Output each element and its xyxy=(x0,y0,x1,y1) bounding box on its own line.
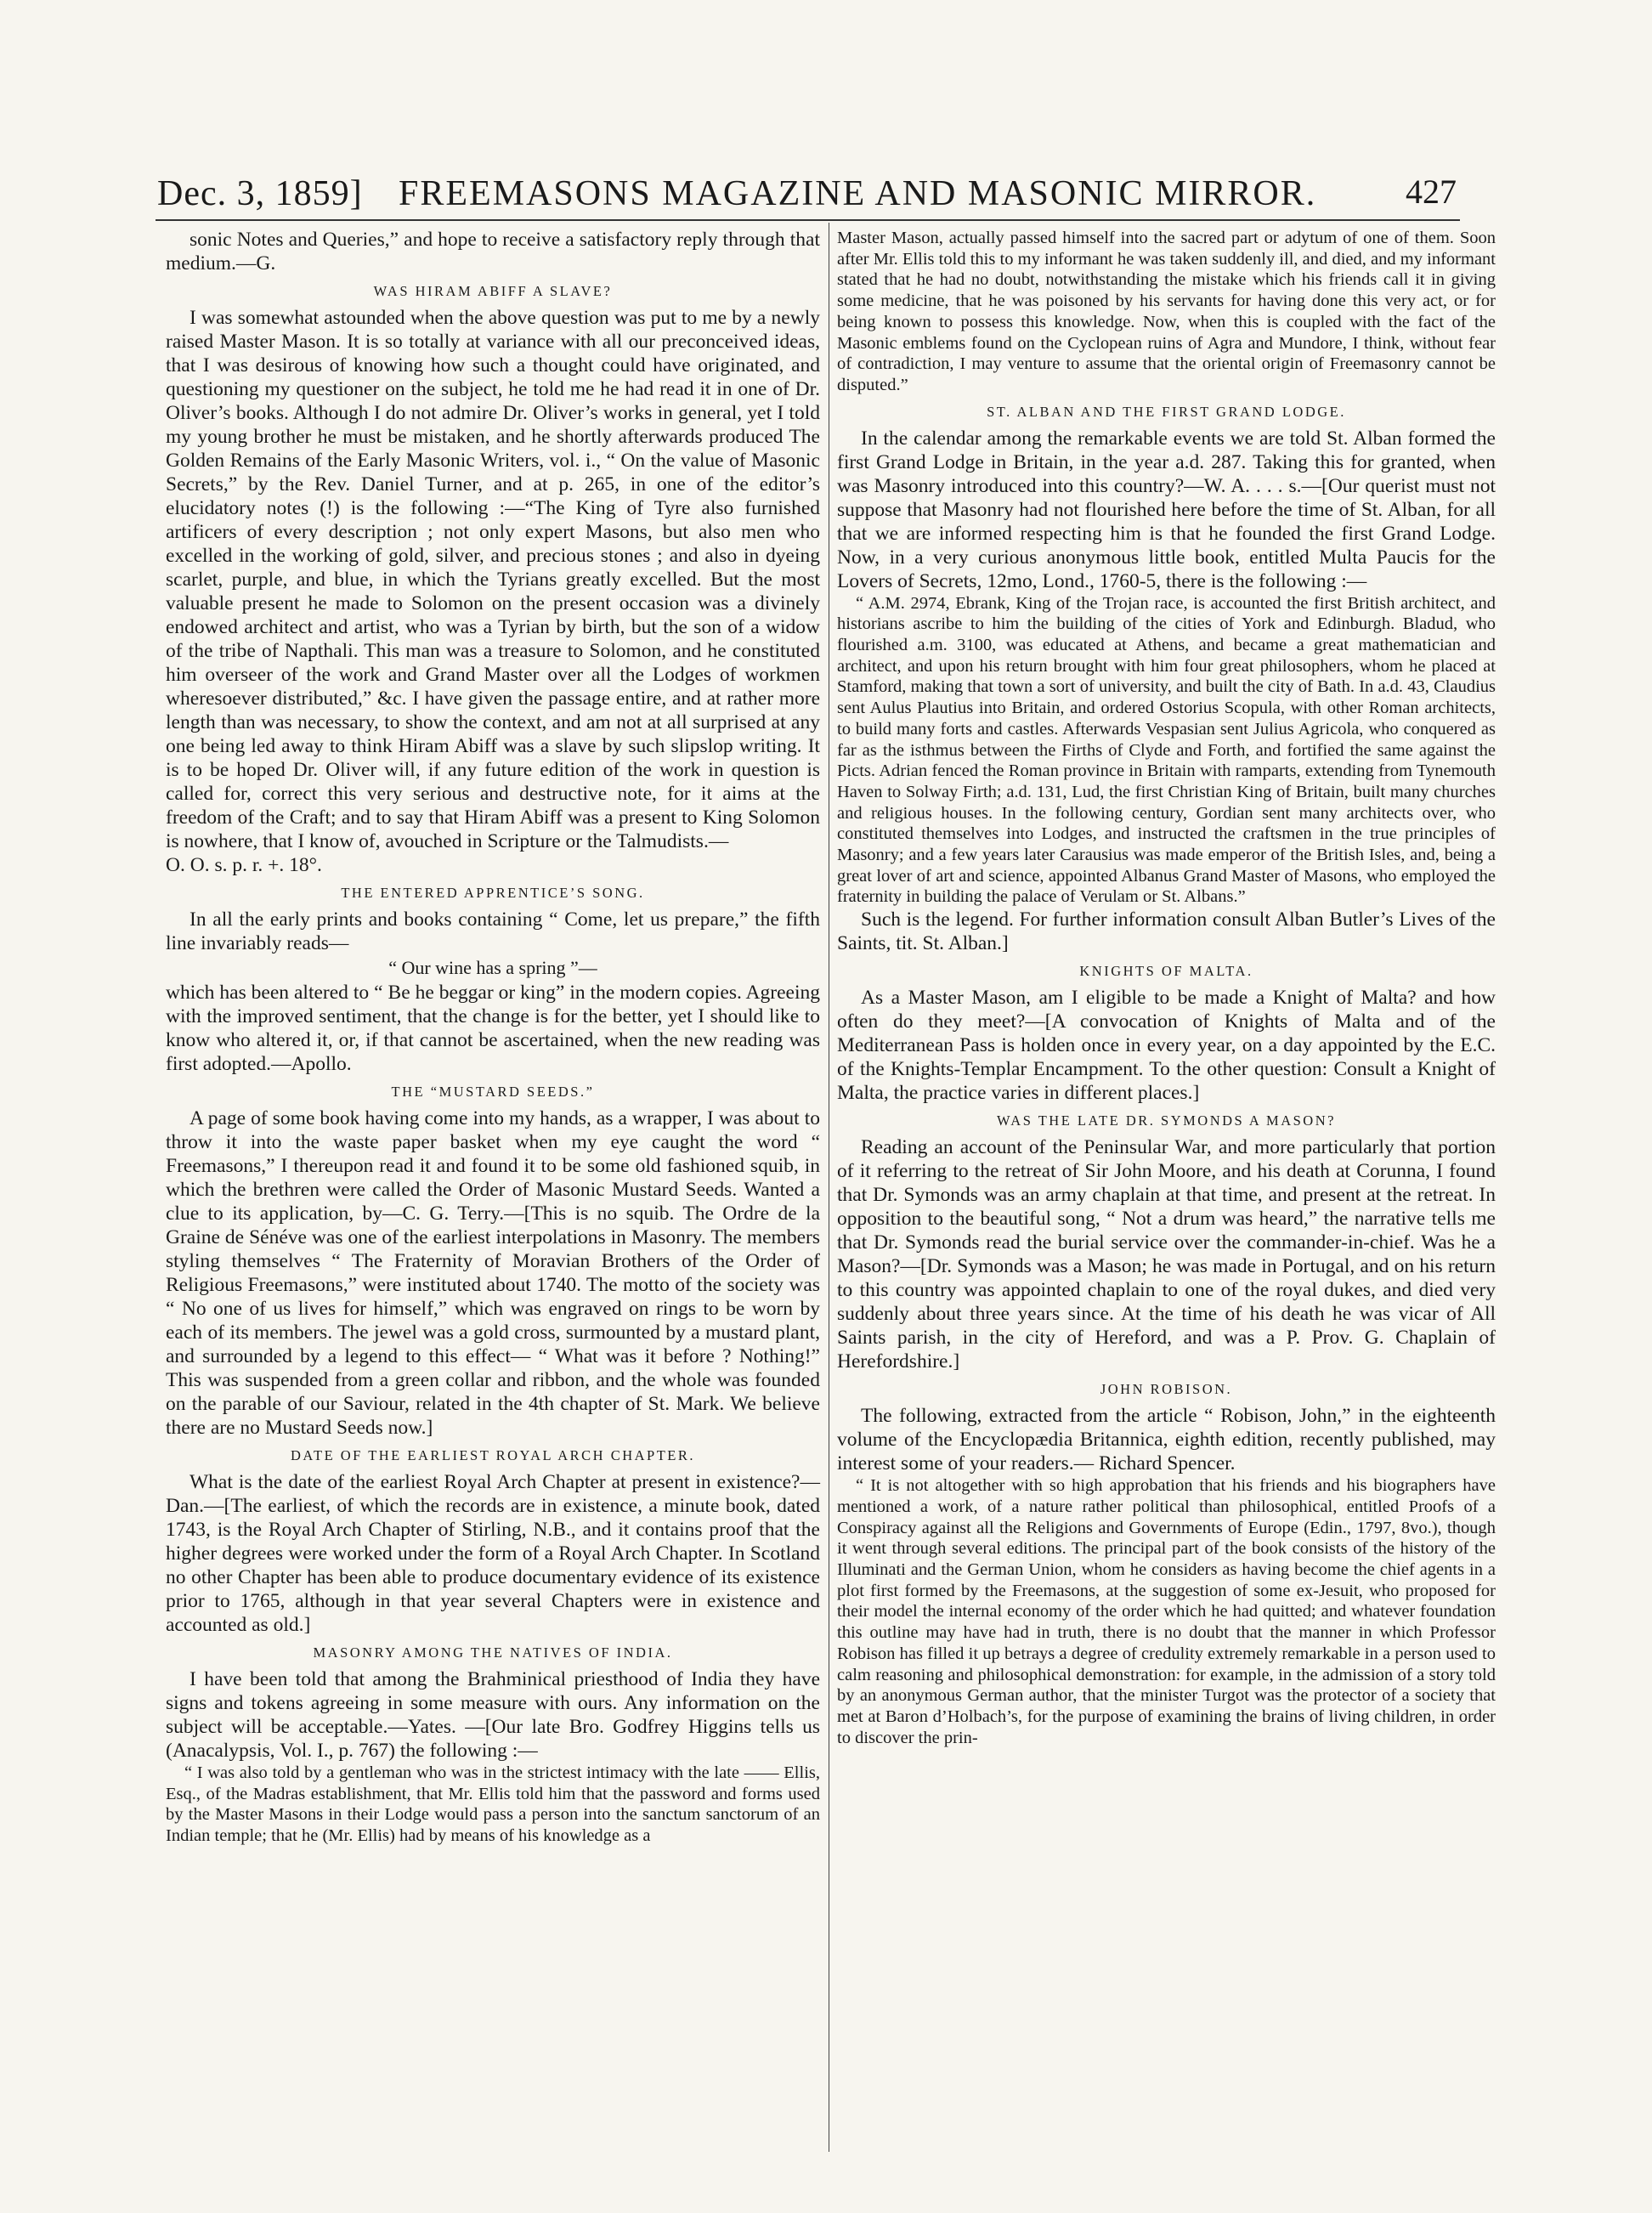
left-column xyxy=(166,228,820,1847)
quoted-passage: “ I was also told by a gentleman who was in the strictest intimacy with the late —— Ellis, Esq., of the Madras establishment, that Mr. Ellis told him that the password and forms used by the Master Masons in their Lodge would pass a person into the sanctum sanctorum of an Indian temple; that he (Mr. Ellis) had by means of his knowledge as a xyxy=(166,1763,820,1846)
section-heading: THE “MUSTARD SEEDS.” xyxy=(391,1084,595,1100)
paragraph: In the calendar among the remarkable events we are told St. Alban formed the first Grand Lodge in Britain, in the year a.d. 287. Taking this for granted, when was Masonry introduced into this country?—W. A. . . . s.—[Our querist must not suppose that Masonry had not flourished here before the time of St. Alban, for all that we are informed respecting him is that he founded the first Grand Lodge. Now, in a very curious anonymous little book, entitled Multa Paucis for the Lovers of Secrets, 12mo, Lond., 1760-5, there is the following :— xyxy=(837,427,1496,592)
section-heading: MASONRY AMONG THE NATIVES OF INDIA. xyxy=(313,1644,673,1661)
paragraph: The following, extracted from the article “ Robison, John,” in the eighteenth volume of the Encyclopædia Britannica, eighth edition, recently published, may interest some of your readers.— Richard Spencer. xyxy=(837,1405,1496,1475)
paragraph: In all the early prints and books containing “ Come, let us prepare,” the fifth line invariably reads— xyxy=(166,908,820,954)
section-heading: KNIGHTS OF MALTA. xyxy=(1079,963,1253,980)
paragraph: sonic Notes and Queries,” and hope to receive a satisfactory reply through that medium.—G. xyxy=(166,229,820,275)
section-heading: WAS HIRAM ABIFF A SLAVE? xyxy=(373,283,613,299)
signature: O. O. s. p. r. +. 18°. xyxy=(166,854,322,876)
section-heading: THE ENTERED APPRENTICE’S SONG. xyxy=(341,885,645,901)
right-column xyxy=(837,228,1496,1748)
paragraph: Such is the legend. For further information consult Alban Butler’s Lives of the Saints, tit. St. Alban.] xyxy=(837,908,1496,955)
section-heading: WAS THE LATE DR. SYMONDS A MASON? xyxy=(997,1112,1336,1129)
paragraph: A page of some book having come into my hands, as a wrapper, I was about to throw it into the waste paper basket when my eye caught the word “ Freemasons,” I thereupon read it and found it to be some old fashioned squib, in which the brethren were called the Order of Masonic Mustard Seeds. Wanted a clue to its application, by—C. G. Terry.—[This is no squib. The Ordre de la Graine de Sénéve was one of the earliest interpolations in Masonry. The members styling themselves “ The Fraternity of Moravian Brothers of the Order of Religious Freemasons,” were instituted about 1740. The motto of the society was “ No one of us lives for himself,” which was engraved on rings to be worn by each of its members. The jewel was a gold cross, surmounted by a mustard plant, and surrounded by a legend to this effect— “ What was it before ? Nothing!” This was suspended from a green collar and ribbon, and the whole was founded on the parable of our Saviour, related in the 4th chapter of St. Mark. We believe there are no Mustard Seeds now.] xyxy=(166,1107,820,1439)
header-rule xyxy=(156,219,1460,221)
section-heading: DATE OF THE EARLIEST ROYAL ARCH CHAPTER. xyxy=(290,1447,695,1463)
page-header xyxy=(156,160,1460,219)
paragraph: I was somewhat astounded when the above question was put to me by a newly raised Master Mason. It is so totally at variance with all our preconceived ideas, that I was desirous of knowing how such a thought could have originated, and questioning my questioner on the subject, he told me he had read it in one of Dr. Oliver’s books. Although I do not admire Dr. Oliver’s works in general, yet I told my young brother he must be mistaken, and he shortly afterwards produced The Golden Remains of the Early Masonic Writers, vol. i., “ On the value of Masonic Secrets,” by the Rev. Daniel Turner, and at p. 265, in one of the editor’s elucidatory notes (!) is the following :—“The King of Tyre also furnished artificers of every description ; not only expert Masons, but also men who excelled in the working of gold, silver, and precious stones ; and also in dyeing scarlet, purple, and blue, in which the Tyrians greatly excelled. But the most valuable present he made to Solomon on the present occasion was a divinely endowed architect and artist, who was a Tyrian by birth, but the son of a widow of the tribe of Napthali. This man was a treasure to Solomon, and he constituted him overseer of the work and Grand Master over all the Lodges of workmen wheresoever distributed,” &c. I have given the passage entire, and at rather more length than was necessary, to show the context, and am not at all surprised at any one being led away to think Hiram Abiff was a slave by such slipslop writing. It is to be hoped Dr. Oliver will, if any future edition of the work in question is called for, correct this very serious and destructive note, for it aims at the freedom of the Craft; and to say that Hiram Abiff was a present to King Solomon is nowhere, that I know of, avouched in Scripture or the Talmudists.— xyxy=(166,307,820,852)
quoted-passage: “ It is not altogether with so high approbation that his friends and his biographers have mentioned a work, of a nature rather political than philosophical, entitled Proofs of a Conspiracy against all the Religions and Governments of Europe (Edin., 1797, 8vo.), though it went through several editions. The principal part of the book consists of the history of the Illuminati and the German Union, whom he considers as having become the chief agents in a plot first formed by the Freemasons, at the suggestion of some ex-Jesuit, who proposed for their model the internal economy of the order which he had quitted; and whatever foundation this outline may have had in truth, there is no doubt that the manner in which Professor Robison has filled it up betrays a degree of credulity extremely remarkable in a person used to calm reasoning and philosophical demonstration: for example, in the admission of a story told by an anonymous German author, that the minister Turgot was the protector of a society that met at Baron d’Holbach’s, for the purpose of examining the brains of living children, in order to discover the prin- xyxy=(837,1476,1496,1747)
magazine-title: FREEMASONS MAGAZINE AND MASONIC MIRROR. xyxy=(399,174,1317,213)
paragraph: Reading an account of the Peninsular War, and more particularly that portion of it referring to the retreat of Sir John Moore, and his death at Corunna, I found that Dr. Symonds was an army chaplain at that time, and present at the retreat. In opposition to the beautiful song, “ Not a drum was heard,” the narrative tells me that Dr. Symonds read the burial service over the commander-in-chief. Was he a Mason?—[Dr. Symonds was a Mason; he was made in Portugal, and on his return to this country was appointed chaplain to one of the royal dukes, and died very suddenly about three years since. At the time of his death he was vicar of All Saints parish, in the city of Hereford, and was a P. Prov. G. Chaplain of Herefordshire.] xyxy=(837,1136,1496,1373)
quoted-passage: Master Mason, actually passed himself into the sacred part or adytum of one of them. Soon after Mr. Ellis told this to my informant he was taken suddenly ill, and died, and my informant stated that he had no doubt, notwithstanding the mistake which his friends call it in giving some medicine, that he was poisoned by his servants for having done this very act, or for being known to possess this knowledge. Now, when this is coupled with the fact of the Masonic emblems found on the Cyclopean ruins of Agra and Mundore, I think, without fear of contradiction, I may venture to assume that the oriental origin of Freemasonry cannot be disputed.” xyxy=(837,229,1496,394)
paragraph: As a Master Mason, am I eligible to be made a Knight of Malta? and how often do they meet?—[A convocation of Knights of Malta and of the Mediterranean Pass is holden once in every year, on a day appointed by the E.C. of the Knights-Templar Encampment. To the other question: Consult a Knight of Malta, the practice varies in different places.] xyxy=(837,987,1496,1105)
issue-date: Dec. 3, 1859] xyxy=(157,174,363,213)
section-heading: JOHN ROBISON. xyxy=(1100,1381,1233,1398)
page-number: 427 xyxy=(1406,173,1457,211)
section-heading: ST. ALBAN AND THE FIRST GRAND LODGE. xyxy=(987,403,1346,420)
paragraph: which has been altered to “ Be he beggar or king” in the modern copies. Agreeing with the improved sentiment, that the change is for the better, yet I should like to know who altered it, or, if that cannot be ascertained, when the new reading was first adopted.—Apollo. xyxy=(166,982,820,1075)
paragraph: What is the date of the earliest Royal Arch Chapter at present in existence?—Dan.—[The earliest, of which the records are in existence, a minute book, dated 1743, is the Royal Arch Chapter of Stirling, N.B., and it contains proof that the higher degrees were worked under the form of a Royal Arch Chapter. In Scotland no other Chapter has been able to produce documentary evidence of its existence prior to 1765, although in that year several Chapters were in existence and accounted as old.] xyxy=(166,1471,820,1636)
quoted-line: “ Our wine has a spring ”— xyxy=(388,957,597,978)
quoted-passage: “ A.M. 2974, Ebrank, King of the Trojan race, is accounted the first British architect, and historians ascribe to him the building of the cities of York and Edinburgh. Bladud, who flourished a.m. 3100, was educated at Athens, and became a great mathematician and architect, and upon his return brought with him four great philosophers, whom he placed at Stamford, making that town a sort of university, and built the city of Bath. In a.d. 43, Claudius sent Aulus Plautius into Britain, and ordered Ostorius Scopula, with other Roman architects, to build many forts and castles. Afterwards Vespasian sent Julius Agricola, who conquered as far as the isthmus between the Firths of Clyde and Forth, and fortified the same against the Picts. Adrian fenced the Roman province in Britain with ramparts, extending from Tynemouth Haven to Solway Firth; a.d. 131, Lud, the first Christian King of Britain, built many churches and religious houses. In the following century, Gordian sent many architects over, who constituted themselves into Lodges, and instructed the craftsmen in the true principles of Masonry; and a few years later Carausius was made emperor of the British Isles, and, being a great lover of art and science, appointed Albanus Grand Master of Masons, who employed the fraternity in building the palace of Verulam or St. Albans.” xyxy=(837,593,1496,907)
paragraph: I have been told that among the Brahminical priesthood of India they have signs and tokens agreeing in some measure with ours. Any information on the subject will be acceptable.—Yates. —[Our late Bro. Godfrey Higgins tells us (Anacalypsis, Vol. I., p. 767) the following :— xyxy=(166,1668,820,1762)
